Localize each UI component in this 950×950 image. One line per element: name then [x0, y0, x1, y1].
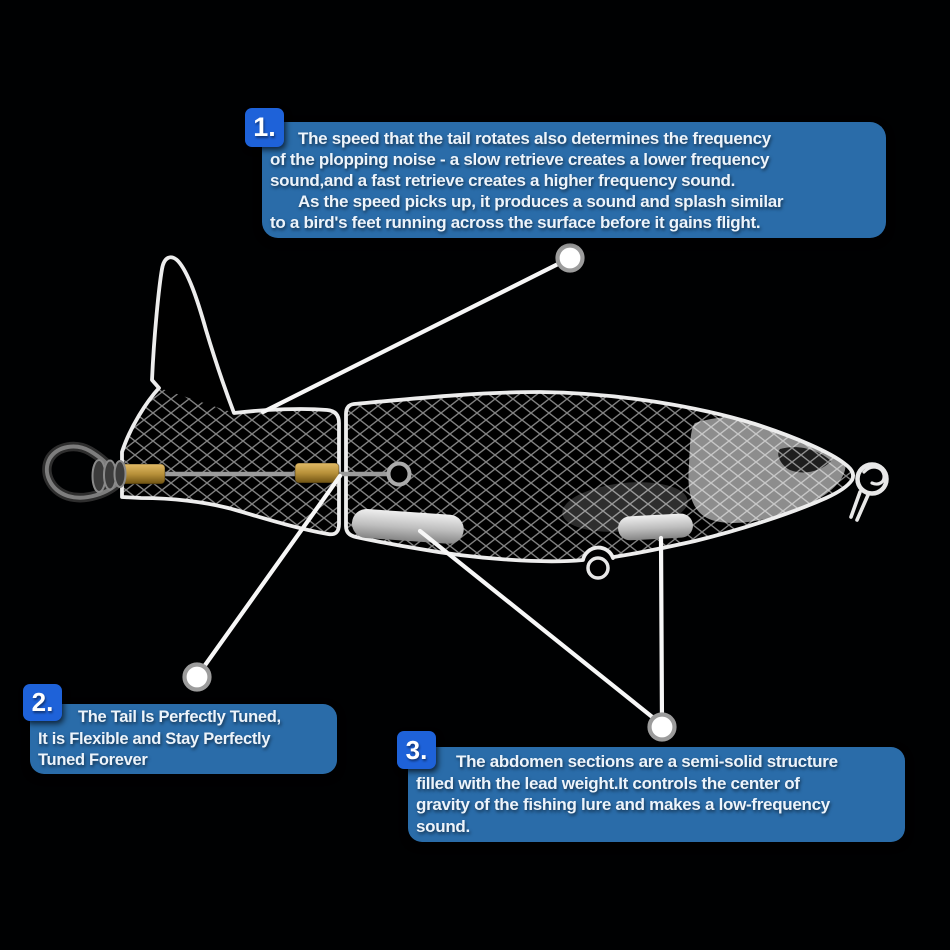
lead-weight-capsule-2 [617, 513, 693, 541]
marker-dot-2 [185, 665, 210, 690]
callout-1-text-box [262, 122, 886, 238]
callout-2-text-box [30, 704, 337, 774]
callout-1-line: The speed that the tail rotates also determines the frequency [298, 129, 771, 148]
callout-2-line: Tuned Forever [38, 751, 148, 769]
callout-1-line: As the speed picks up, it produces a sound and splash similar [298, 192, 784, 211]
marker-dot-3 [650, 715, 675, 740]
callout-1-line: sound,and a fast retrieve creates a higher frequency sound. [270, 171, 736, 190]
crosshatch-mesh [100, 380, 880, 580]
callout-line-3b [661, 538, 662, 724]
swivel-icon [47, 447, 126, 498]
marker-dot-1 [558, 246, 583, 271]
callout-3-line: filled with the lead weight.It controls the center of [416, 773, 800, 793]
belly-hook-eyelet [588, 558, 608, 578]
callout-2-line: It is Flexible and Stay Perfectly [38, 729, 271, 748]
wire-loop [389, 464, 410, 485]
callout-3-line: The abdomen sections are a semi-solid structure [456, 752, 838, 771]
callout-3-number-badge: 3. [397, 731, 436, 769]
callout-3-line: sound. [416, 816, 470, 836]
callout-2-line: The Tail Is Perfectly Tuned, [78, 708, 281, 726]
nose-line-tie [851, 465, 887, 521]
callout-1-number-badge: 1. [245, 108, 284, 147]
callout-line-1 [263, 258, 570, 412]
brass-tube-1 [121, 464, 165, 484]
callout-3-text-box [408, 747, 905, 842]
callout-3-line: gravity of the fishing lure and makes a low-frequency [416, 795, 830, 814]
callout-1-line: to a bird's feet running across the surface before it gains flight. [270, 213, 761, 232]
callout-2-number-badge: 2. [23, 684, 62, 721]
brass-tube-2 [295, 463, 339, 483]
callout-1-line: of the plopping noise - a slow retrieve creates a lower frequency [270, 150, 770, 169]
